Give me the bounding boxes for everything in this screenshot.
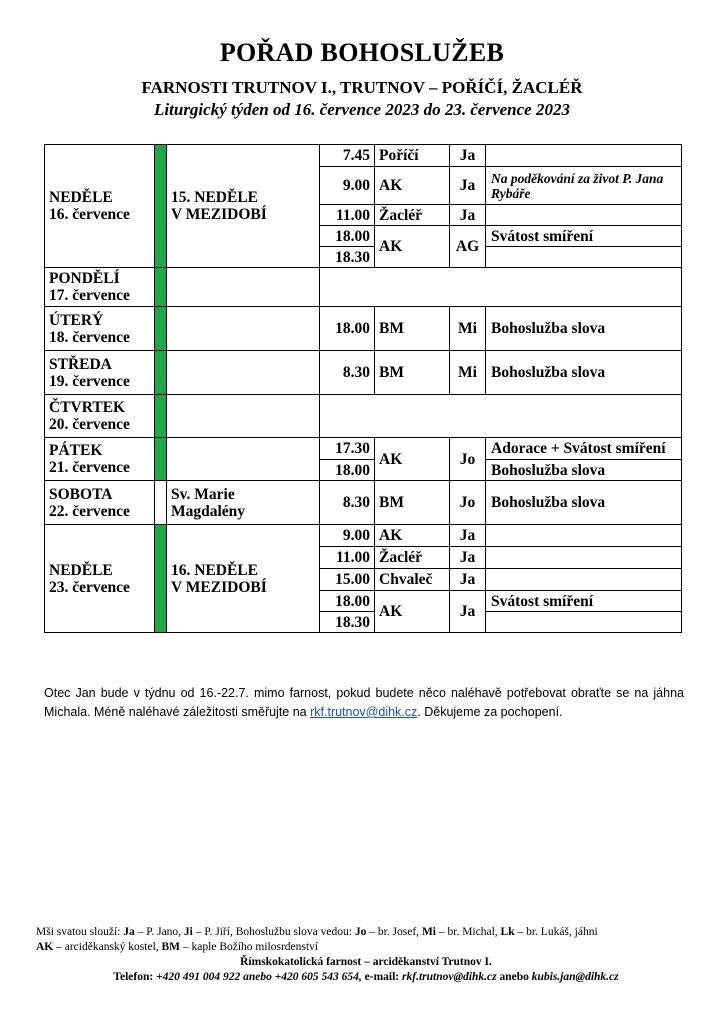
table-row [45,268,682,307]
note-cell: Bohoslužba slova [486,351,682,395]
note-cell [486,145,682,167]
day-cell: PÁTEK 21. července [45,438,155,481]
liturgical-color-green [155,395,167,438]
day-cell: NEDĚLE 16. července [45,145,155,268]
day-cell: ÚTERÝ 18. července [45,307,155,351]
place-cell: Žacléř [375,205,450,226]
place-cell: AK [375,438,450,481]
footer-contact: Telefon: +420 491 004 922 anebo +420 605 543 654, e-mail: rkf.trutnov@dihk.cz anebo kubis.jan@dihk.cz [113,971,619,983]
celebrant-cell: Ja [450,591,486,633]
celebrant-cell: Ja [450,167,486,205]
footer-legend-line1: Mši svatou slouží: Ja – P. Jano, Ji – P. Jiří, Bohoslužbu slova vedou: Jo – br. Josef, Mi – br. Michal, Lk – br. Lukáš, jáhni [36,926,598,938]
liturgical-color-green [155,307,167,351]
note-cell: Adorace + Svátost smíření [486,438,682,460]
celebrant-cell: Mi [450,351,486,395]
notice-text: Otec Jan bude v týdnu od 16.-22.7. mimo farnost, pokud budete něco naléhavě potřebovat obraťte se na jáhna Michala. Méně naléhavé záležitosti směřujte na [44,686,684,719]
celebrant-cell: Ja [450,569,486,591]
liturgical-color-green [155,438,167,481]
week-range: Liturgický týden od 16. července 2023 do 23. července 2023 [154,100,570,119]
liturgical-color-green [155,268,167,307]
note-cell [486,547,682,569]
note-cell [486,525,682,547]
footer-email-1[interactable]: rkf.trutnov@dihk.cz [402,971,497,983]
place-cell: BM [375,351,450,395]
time-cell: 15.00 [320,569,375,591]
footer-email-2[interactable]: kubis.jan@dihk.cz [531,971,619,983]
note-cell: Svátost smíření [486,226,682,247]
note-cell [486,612,682,633]
celebrant-cell: Mi [450,307,486,351]
time-cell: 18.30 [320,612,375,633]
table-row [45,145,682,167]
place-cell: BM [375,481,450,525]
time-cell: 18.00 [320,591,375,612]
day-cell: STŘEDA 19. července [45,351,155,395]
feast-cell: 15. NEDĚLE V MEZIDOBÍ [167,145,320,268]
place-cell: AK [375,525,450,547]
table-row [45,438,682,460]
liturgical-color-green [155,145,167,268]
place-cell: Poříčí [375,145,450,167]
note-cell: Svátost smíření [486,591,682,612]
notice-paragraph [44,684,684,722]
note-cell [486,569,682,591]
time-cell: 17.30 [320,438,375,460]
day-cell: SOBOTA 22. července [45,481,155,525]
time-cell: 18.00 [320,460,375,481]
parish-email-link[interactable]: rkf.trutnov@dihk.cz [310,705,418,719]
time-cell: 9.00 [320,167,375,205]
feast-cell [167,395,320,438]
notice-text-end: . Děkujeme za pochopení. [417,705,563,719]
note-cell [486,205,682,226]
time-cell: 11.00 [320,547,375,569]
feast-cell: Sv. Marie Magdalény [167,481,320,525]
celebrant-cell: AG [450,226,486,268]
celebrant-cell: Ja [450,525,486,547]
note-cell: Bohoslužba slova [486,481,682,525]
feast-cell [167,438,320,481]
place-cell: AK [375,226,450,268]
celebrant-cell: Jo [450,481,486,525]
table-row [45,525,682,547]
time-cell: 18.00 [320,226,375,247]
celebrant-cell: Ja [450,547,486,569]
time-cell: 8.30 [320,481,375,525]
celebrant-cell: Ja [450,145,486,167]
day-cell: ČTVRTEK 20. července [45,395,155,438]
liturgical-color-green [155,351,167,395]
day-cell: NEDĚLE 23. července [45,525,155,633]
note-cell: Bohoslužba slova [486,307,682,351]
liturgical-color-white [155,481,167,525]
time-cell: 7.45 [320,145,375,167]
table-row [45,481,682,525]
place-cell: Žacléř [375,547,450,569]
feast-cell [167,351,320,395]
note-cell [486,247,682,268]
place-cell: BM [375,307,450,351]
time-cell: 11.00 [320,205,375,226]
table-row [45,351,682,395]
time-cell: 18.00 [320,307,375,351]
empty-services-cell [320,395,682,438]
feast-cell [167,268,320,307]
parish-subtitle: FARNOSTI TRUTNOV I., TRUTNOV – POŘÍČÍ, ŽACLÉŘ [141,78,583,97]
schedule-table [44,144,682,633]
time-cell: 9.00 [320,525,375,547]
table-row [45,395,682,438]
note-cell: Na poděkování za život P. Jana Rybáře [486,167,682,205]
day-cell: PONDĚLÍ 17. července [45,268,155,307]
footer-legend-line2: AK – arciděkanský kostel, BM – kaple Božího milosrdenství [36,941,319,953]
note-cell: Bohoslužba slova [486,460,682,481]
celebrant-cell: Ja [450,205,486,226]
page-title: POŘAD BOHOSLUŽEB [219,38,505,67]
footer-organization: Římskokatolická farnost – arciděkanství Trutnov I. [240,956,492,968]
feast-cell [167,307,320,351]
feast-cell: 16. NEDĚLE V MEZIDOBÍ [167,525,320,633]
time-cell: 18.30 [320,247,375,268]
time-cell: 8.30 [320,351,375,395]
place-cell: Chvaleč [375,569,450,591]
celebrant-cell: Jo [450,438,486,481]
empty-services-cell [320,268,682,307]
place-cell: AK [375,167,450,205]
table-row [45,307,682,351]
place-cell: AK [375,591,450,633]
footer [36,925,696,985]
liturgical-color-green [155,525,167,633]
